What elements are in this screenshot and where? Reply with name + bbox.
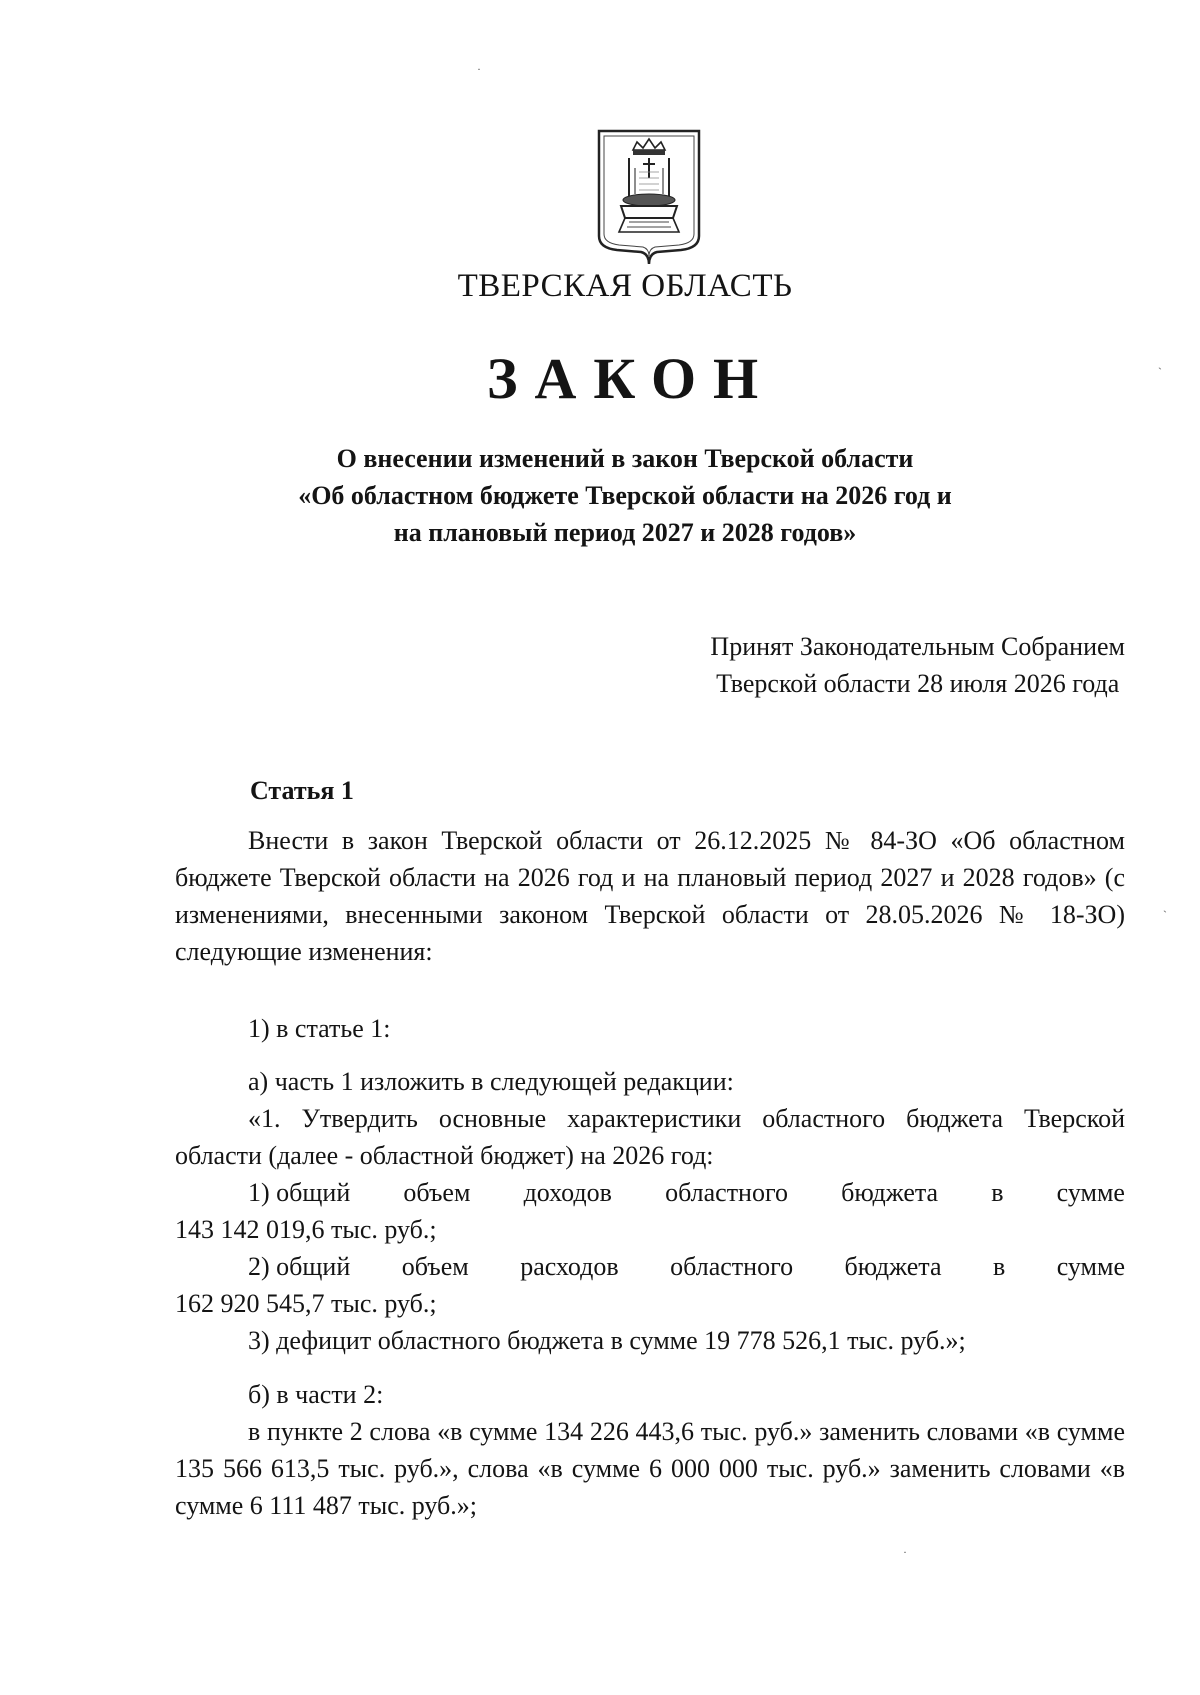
subitem-2-expenses [175,1248,1125,1322]
scan-speck: ˋ [1158,365,1162,379]
quoted-part-1 [175,1100,1125,1174]
amendment-item-a [175,1063,1125,1100]
word: сумме [1056,1178,1125,1207]
subitem-2-amount: 162 920 545,7 тыс. руб.; [175,1289,437,1318]
word: объем [401,1252,469,1281]
law-title-line: «Об областном бюджете Тверской области на 2026 год и [298,481,952,510]
coat-of-arms-emblem [595,128,703,266]
subitem-2-line [175,1248,1125,1285]
part-2-amendment-text: в пункте 2 слова «в сумме 134 226 443,6 тыс. руб.» заменить словами «в сумме 135 566 613,5 тыс. руб.», слова «в сумме 6 000 000 тыс. руб.» заменить словами «в сумме 6 111 487 тыс. руб.»; [175,1417,1125,1520]
law-title-line: О внесении изменений в закон Тверской области [336,444,914,473]
adoption-note-line: Тверской области 28 июля 2026 года [716,669,1120,698]
part-2-amendment [175,1413,1125,1524]
word: областного [665,1178,788,1207]
law-title [0,440,1200,551]
subitem-1-line [175,1174,1125,1211]
article-intro-paragraph [175,822,1125,970]
amendment-item-1 [175,1010,1125,1047]
scan-speck: · [477,62,481,76]
word: доходов [523,1178,612,1207]
word: расходов [520,1252,619,1281]
word: в [992,1252,1006,1281]
quoted-part-1-text: «1. Утвердить основные характеристики областного бюджета Тверской области (далее - областной бюджет) на 2026 год: [175,1104,1125,1170]
word: бюджета [841,1178,939,1207]
amendment-item-a-text: а) часть 1 изложить в следующей редакции: [248,1067,734,1096]
article-heading: Статья 1 [250,776,354,805]
adoption-note-line: Принят Законодательным Собранием [710,632,1125,661]
word: 2) общий [248,1252,351,1281]
subitem-3-deficit [175,1322,1125,1359]
subitem-3-text: 3) дефицит областного бюджета в сумме 19 778 526,1 тыс. руб.»; [248,1326,966,1355]
region-name: ТВЕРСКАЯ ОБЛАСТЬ [457,268,793,304]
amendment-item-1-text: 1) в статье 1: [248,1014,391,1043]
word: областного [670,1252,794,1281]
article-intro-text: Внести в закон Тверской области от 26.12.2025 № 84-ЗО «Об областном бюджете Тверской области на 2026 год и на плановый период 2027 и 2028 годов» (с изменениями, внесенными законом Тверской области от 28.05.2026 № 18-ЗО) следующие изменения: [175,826,1125,966]
word: бюджета [844,1252,942,1281]
scan-speck: · [903,1545,907,1559]
document-type-heading: ЗАКОН [486,346,776,411]
amendment-item-b [175,1376,1125,1413]
subitem-1-revenues [175,1174,1125,1248]
subitem-1-amount: 143 142 019,6 тыс. руб.; [175,1215,437,1244]
scan-speck: ˋ [1163,908,1167,922]
amendment-item-b-text: б) в части 2: [248,1380,384,1409]
law-title-line: на плановый период 2027 и 2028 годов» [393,518,857,547]
word: в [991,1178,1004,1207]
adoption-note [710,628,1125,702]
word: объем [403,1178,471,1207]
word: 1) общий [248,1178,351,1207]
word: сумме [1056,1252,1125,1281]
